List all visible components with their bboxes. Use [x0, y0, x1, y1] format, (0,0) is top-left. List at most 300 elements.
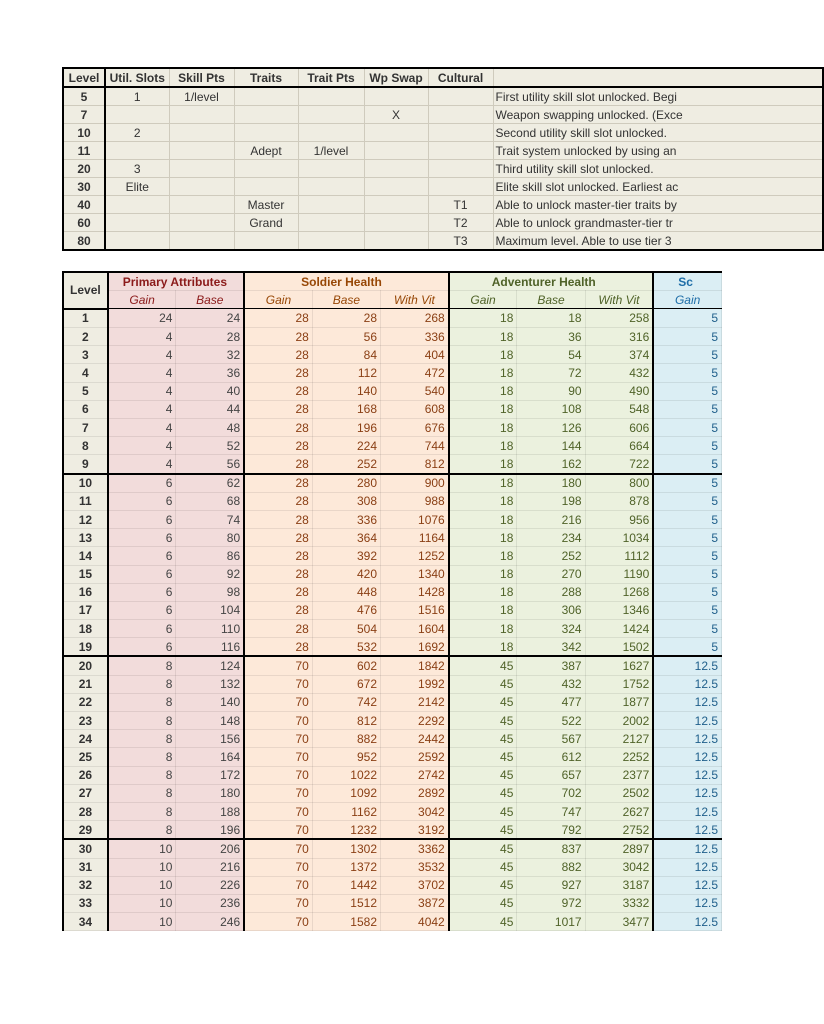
value-cell: 28	[312, 309, 380, 328]
value-cell: 8	[108, 784, 176, 802]
level-cell: 10	[63, 474, 108, 493]
value-cell: 12.5	[653, 839, 721, 858]
value-cell: 32	[176, 346, 244, 364]
value-cell: 188	[176, 802, 244, 820]
value-cell: 45	[449, 839, 517, 858]
unlock-cell	[364, 196, 428, 214]
value-cell: 12.5	[653, 712, 721, 730]
value-cell: 126	[517, 419, 585, 437]
value-cell: 24	[176, 309, 244, 328]
level-cell: 7	[63, 419, 108, 437]
value-cell: 45	[449, 858, 517, 876]
table-row	[63, 583, 722, 601]
unlock-cell	[298, 232, 364, 251]
value-cell: 45	[449, 802, 517, 820]
level-cell: 9	[63, 455, 108, 474]
value-cell: 4	[108, 364, 176, 382]
value-cell: 1516	[381, 601, 449, 619]
value-cell: 12.5	[653, 766, 721, 784]
value-cell: 80	[176, 529, 244, 547]
value-cell: 972	[517, 894, 585, 912]
value-cell: 268	[381, 309, 449, 328]
attribute-health-table	[62, 271, 722, 931]
table-row	[63, 858, 722, 876]
subheader-cell: With Vit	[585, 291, 653, 309]
value-cell: 28	[244, 382, 312, 400]
value-cell: 5	[653, 437, 721, 455]
value-cell: 198	[517, 492, 585, 510]
value-cell: 28	[244, 474, 312, 493]
value-cell: 18	[449, 382, 517, 400]
value-cell: 10	[108, 894, 176, 912]
value-cell: 86	[176, 547, 244, 565]
value-cell: 216	[176, 858, 244, 876]
value-cell: 8	[108, 712, 176, 730]
value-cell: 28	[244, 437, 312, 455]
value-cell: 45	[449, 894, 517, 912]
value-cell: 1428	[381, 583, 449, 601]
level-cell: 29	[63, 821, 108, 840]
value-cell: 657	[517, 766, 585, 784]
value-cell: 1092	[312, 784, 380, 802]
unlock-cell	[298, 214, 364, 232]
unlock-cell	[234, 87, 298, 106]
value-cell: 4042	[381, 913, 449, 931]
value-cell: 747	[517, 802, 585, 820]
value-cell: 6	[108, 601, 176, 619]
value-cell: 1604	[381, 620, 449, 638]
value-cell: 28	[244, 547, 312, 565]
unlock-table-row	[63, 124, 823, 142]
value-cell: 606	[585, 419, 653, 437]
value-cell: 2442	[381, 730, 449, 748]
unlock-cell	[298, 160, 364, 178]
table-row	[63, 656, 722, 675]
value-cell: 1340	[381, 565, 449, 583]
value-cell: 18	[449, 455, 517, 474]
value-cell: 6	[108, 492, 176, 510]
value-cell: 1502	[585, 638, 653, 657]
value-cell: 162	[517, 455, 585, 474]
value-cell: 336	[312, 510, 380, 528]
value-cell: 28	[244, 583, 312, 601]
value-cell: 234	[517, 529, 585, 547]
unlock-table-row	[63, 106, 823, 124]
unlock-table-row	[63, 214, 823, 232]
unlock-cell	[169, 214, 234, 232]
value-cell: 812	[312, 712, 380, 730]
value-cell: 8	[108, 656, 176, 675]
value-cell: 308	[312, 492, 380, 510]
unlock-column-header: Trait Pts	[298, 68, 364, 87]
table-row	[63, 876, 722, 894]
value-cell: 12.5	[653, 876, 721, 894]
value-cell: 90	[517, 382, 585, 400]
value-cell: 374	[585, 346, 653, 364]
value-cell: 1442	[312, 876, 380, 894]
value-cell: 490	[585, 382, 653, 400]
table-row	[63, 766, 722, 784]
soldier-health-header: Soldier Health	[244, 272, 449, 291]
value-cell: 5	[653, 400, 721, 418]
value-cell: 2892	[381, 784, 449, 802]
value-cell: 900	[381, 474, 449, 493]
value-cell: 18	[449, 565, 517, 583]
value-cell: 70	[244, 802, 312, 820]
value-cell: 420	[312, 565, 380, 583]
table-row	[63, 565, 722, 583]
value-cell: 1877	[585, 693, 653, 711]
level-cell: 15	[63, 565, 108, 583]
level-cell: 22	[63, 693, 108, 711]
value-cell: 8	[108, 748, 176, 766]
value-cell: 124	[176, 656, 244, 675]
unlock-cell	[169, 196, 234, 214]
value-cell: 1034	[585, 529, 653, 547]
value-cell: 18	[449, 309, 517, 328]
unlock-cell	[169, 106, 234, 124]
level-cell: 1	[63, 309, 108, 328]
unlock-cell	[234, 178, 298, 196]
unlock-cell: 1/level	[169, 87, 234, 106]
value-cell: 1268	[585, 583, 653, 601]
value-cell: 288	[517, 583, 585, 601]
value-cell: 28	[244, 346, 312, 364]
value-cell: 28	[244, 601, 312, 619]
description-cell: Maximum level. Able to use tier 3	[493, 232, 823, 251]
value-cell: 1112	[585, 547, 653, 565]
value-cell: 12.5	[653, 784, 721, 802]
value-cell: 36	[517, 328, 585, 346]
value-cell: 45	[449, 748, 517, 766]
value-cell: 252	[517, 547, 585, 565]
subheader-cell: Base	[176, 291, 244, 309]
level-cell: 33	[63, 894, 108, 912]
value-cell: 3042	[381, 802, 449, 820]
table-row	[63, 328, 722, 346]
table-row	[63, 839, 722, 858]
value-cell: 8	[108, 693, 176, 711]
level-cell: 24	[63, 730, 108, 748]
value-cell: 6	[108, 565, 176, 583]
level-cell: 17	[63, 601, 108, 619]
unlock-cell	[105, 196, 169, 214]
value-cell: 3332	[585, 894, 653, 912]
value-cell: 4	[108, 346, 176, 364]
value-cell: 2897	[585, 839, 653, 858]
unlock-cell	[105, 232, 169, 251]
value-cell: 878	[585, 492, 653, 510]
value-cell: 2627	[585, 802, 653, 820]
value-cell: 3872	[381, 894, 449, 912]
value-cell: 196	[176, 821, 244, 840]
value-cell: 112	[312, 364, 380, 382]
value-cell: 800	[585, 474, 653, 493]
value-cell: 28	[244, 309, 312, 328]
unlock-cell: T1	[428, 196, 493, 214]
value-cell: 1372	[312, 858, 380, 876]
value-cell: 988	[381, 492, 449, 510]
group-header-row	[63, 272, 722, 291]
value-cell: 12.5	[653, 913, 721, 931]
unlock-table-row	[63, 196, 823, 214]
value-cell: 70	[244, 730, 312, 748]
value-cell: 404	[381, 346, 449, 364]
unlock-cell	[234, 124, 298, 142]
table-row	[63, 529, 722, 547]
value-cell: 2502	[585, 784, 653, 802]
value-cell: 12.5	[653, 693, 721, 711]
value-cell: 44	[176, 400, 244, 418]
value-cell: 882	[517, 858, 585, 876]
value-cell: 2127	[585, 730, 653, 748]
value-cell: 98	[176, 583, 244, 601]
value-cell: 28	[244, 620, 312, 638]
value-cell: 5	[653, 364, 721, 382]
value-cell: 336	[381, 328, 449, 346]
value-cell: 28	[176, 328, 244, 346]
level-cell: 25	[63, 748, 108, 766]
value-cell: 504	[312, 620, 380, 638]
value-cell: 18	[449, 364, 517, 382]
unlock-column-header: Wp Swap	[364, 68, 428, 87]
value-cell: 6	[108, 638, 176, 657]
level-cell: 14	[63, 547, 108, 565]
description-cell: Third utility skill slot unlocked.	[493, 160, 823, 178]
unlock-cell	[428, 87, 493, 106]
value-cell: 18	[449, 400, 517, 418]
level-cell: 20	[63, 656, 108, 675]
value-cell: 5	[653, 455, 721, 474]
value-cell: 8	[108, 766, 176, 784]
table-row	[63, 620, 722, 638]
value-cell: 12.5	[653, 858, 721, 876]
unlock-cell	[428, 106, 493, 124]
value-cell: 742	[312, 693, 380, 711]
unlock-table-header-row	[63, 68, 823, 87]
value-cell: 28	[244, 400, 312, 418]
value-cell: 8	[108, 802, 176, 820]
value-cell: 1627	[585, 656, 653, 675]
value-cell: 164	[176, 748, 244, 766]
unlock-cell	[364, 178, 428, 196]
table-row	[63, 364, 722, 382]
value-cell: 952	[312, 748, 380, 766]
value-cell: 70	[244, 766, 312, 784]
value-cell: 70	[244, 748, 312, 766]
level-cell: 30	[63, 178, 105, 196]
level-cell: 26	[63, 766, 108, 784]
subheader-cell: Gain	[108, 291, 176, 309]
value-cell: 28	[244, 638, 312, 657]
value-cell: 5	[653, 620, 721, 638]
value-cell: 792	[517, 821, 585, 840]
unlock-cell	[169, 142, 234, 160]
value-cell: 74	[176, 510, 244, 528]
value-cell: 70	[244, 894, 312, 912]
level-cell: 19	[63, 638, 108, 657]
value-cell: 224	[312, 437, 380, 455]
value-cell: 36	[176, 364, 244, 382]
table-row	[63, 437, 722, 455]
value-cell: 28	[244, 529, 312, 547]
value-cell: 956	[585, 510, 653, 528]
value-cell: 602	[312, 656, 380, 675]
value-cell: 4	[108, 382, 176, 400]
value-cell: 270	[517, 565, 585, 583]
value-cell: 104	[176, 601, 244, 619]
value-cell: 4	[108, 437, 176, 455]
unlock-cell: Grand	[234, 214, 298, 232]
level-cell: 32	[63, 876, 108, 894]
level-cell: 31	[63, 858, 108, 876]
value-cell: 108	[517, 400, 585, 418]
value-cell: 54	[517, 346, 585, 364]
value-cell: 40	[176, 382, 244, 400]
value-cell: 664	[585, 437, 653, 455]
value-cell: 3192	[381, 821, 449, 840]
value-cell: 18	[449, 547, 517, 565]
value-cell: 3362	[381, 839, 449, 858]
subheader-cell: With Vit	[381, 291, 449, 309]
value-cell: 70	[244, 839, 312, 858]
value-cell: 246	[176, 913, 244, 931]
value-cell: 10	[108, 839, 176, 858]
value-cell: 84	[312, 346, 380, 364]
value-cell: 70	[244, 712, 312, 730]
table-row	[63, 784, 722, 802]
value-cell: 1162	[312, 802, 380, 820]
table-row	[63, 346, 722, 364]
unlock-table-row	[63, 178, 823, 196]
unlock-cell	[298, 124, 364, 142]
unlock-table-row	[63, 142, 823, 160]
table-row	[63, 802, 722, 820]
value-cell: 5	[653, 382, 721, 400]
value-cell: 477	[517, 693, 585, 711]
level-cell: 11	[63, 492, 108, 510]
unlock-cell	[234, 232, 298, 251]
value-cell: 180	[176, 784, 244, 802]
value-cell: 2002	[585, 712, 653, 730]
unlock-cell	[298, 106, 364, 124]
description-cell: Trait system unlocked by using an	[493, 142, 823, 160]
value-cell: 4	[108, 455, 176, 474]
value-cell: 3187	[585, 876, 653, 894]
description-cell: Weapon swapping unlocked. (Exce	[493, 106, 823, 124]
value-cell: 5	[653, 419, 721, 437]
unlock-cell: 1/level	[298, 142, 364, 160]
subheader-cell: Base	[312, 291, 380, 309]
value-cell: 1692	[381, 638, 449, 657]
unlock-column-header	[493, 68, 823, 87]
value-cell: 28	[244, 364, 312, 382]
value-cell: 280	[312, 474, 380, 493]
unlock-cell	[364, 160, 428, 178]
value-cell: 722	[585, 455, 653, 474]
value-cell: 1190	[585, 565, 653, 583]
value-cell: 6	[108, 510, 176, 528]
value-cell: 132	[176, 675, 244, 693]
value-cell: 744	[381, 437, 449, 455]
value-cell: 70	[244, 913, 312, 931]
value-cell: 45	[449, 876, 517, 894]
value-cell: 5	[653, 474, 721, 493]
value-cell: 28	[244, 419, 312, 437]
value-cell: 612	[517, 748, 585, 766]
unlock-cell: X	[364, 106, 428, 124]
value-cell: 45	[449, 656, 517, 675]
value-cell: 116	[176, 638, 244, 657]
table-row	[63, 638, 722, 657]
value-cell: 608	[381, 400, 449, 418]
value-cell: 8	[108, 730, 176, 748]
value-cell: 45	[449, 730, 517, 748]
unlock-column-header: Level	[63, 68, 105, 87]
subheader-cell: Gain	[449, 291, 517, 309]
value-cell: 306	[517, 601, 585, 619]
value-cell: 1582	[312, 913, 380, 931]
unlock-cell	[298, 178, 364, 196]
unlock-column-header: Traits	[234, 68, 298, 87]
value-cell: 18	[449, 601, 517, 619]
value-cell: 18	[449, 583, 517, 601]
level-cell: 5	[63, 382, 108, 400]
table-row	[63, 492, 722, 510]
value-cell: 392	[312, 547, 380, 565]
value-cell: 1512	[312, 894, 380, 912]
unlock-cell	[105, 106, 169, 124]
value-cell: 6	[108, 620, 176, 638]
value-cell: 68	[176, 492, 244, 510]
unlock-table-row	[63, 232, 823, 251]
unlock-cell	[234, 160, 298, 178]
subheader-cell: Base	[517, 291, 585, 309]
value-cell: 5	[653, 638, 721, 657]
value-cell: 1232	[312, 821, 380, 840]
value-cell: 476	[312, 601, 380, 619]
value-cell: 2142	[381, 693, 449, 711]
value-cell: 12.5	[653, 894, 721, 912]
table-row	[63, 382, 722, 400]
unlock-cell: T3	[428, 232, 493, 251]
unlock-cell	[169, 124, 234, 142]
value-cell: 18	[449, 437, 517, 455]
value-cell: 1022	[312, 766, 380, 784]
value-cell: 6	[108, 583, 176, 601]
value-cell: 448	[312, 583, 380, 601]
value-cell: 140	[312, 382, 380, 400]
value-cell: 676	[381, 419, 449, 437]
value-cell: 2292	[381, 712, 449, 730]
value-cell: 364	[312, 529, 380, 547]
value-cell: 1252	[381, 547, 449, 565]
value-cell: 5	[653, 529, 721, 547]
level-cell: 4	[63, 364, 108, 382]
level-column-header: Level	[63, 272, 108, 309]
value-cell: 18	[517, 309, 585, 328]
unlock-cell	[364, 87, 428, 106]
unlock-cell: 1	[105, 87, 169, 106]
value-cell: 3702	[381, 876, 449, 894]
primary-attributes-header: Primary Attributes	[108, 272, 244, 291]
value-cell: 70	[244, 784, 312, 802]
level-cell: 21	[63, 675, 108, 693]
unlock-cell	[428, 124, 493, 142]
value-cell: 148	[176, 712, 244, 730]
value-cell: 216	[517, 510, 585, 528]
level-cell: 5	[63, 87, 105, 106]
